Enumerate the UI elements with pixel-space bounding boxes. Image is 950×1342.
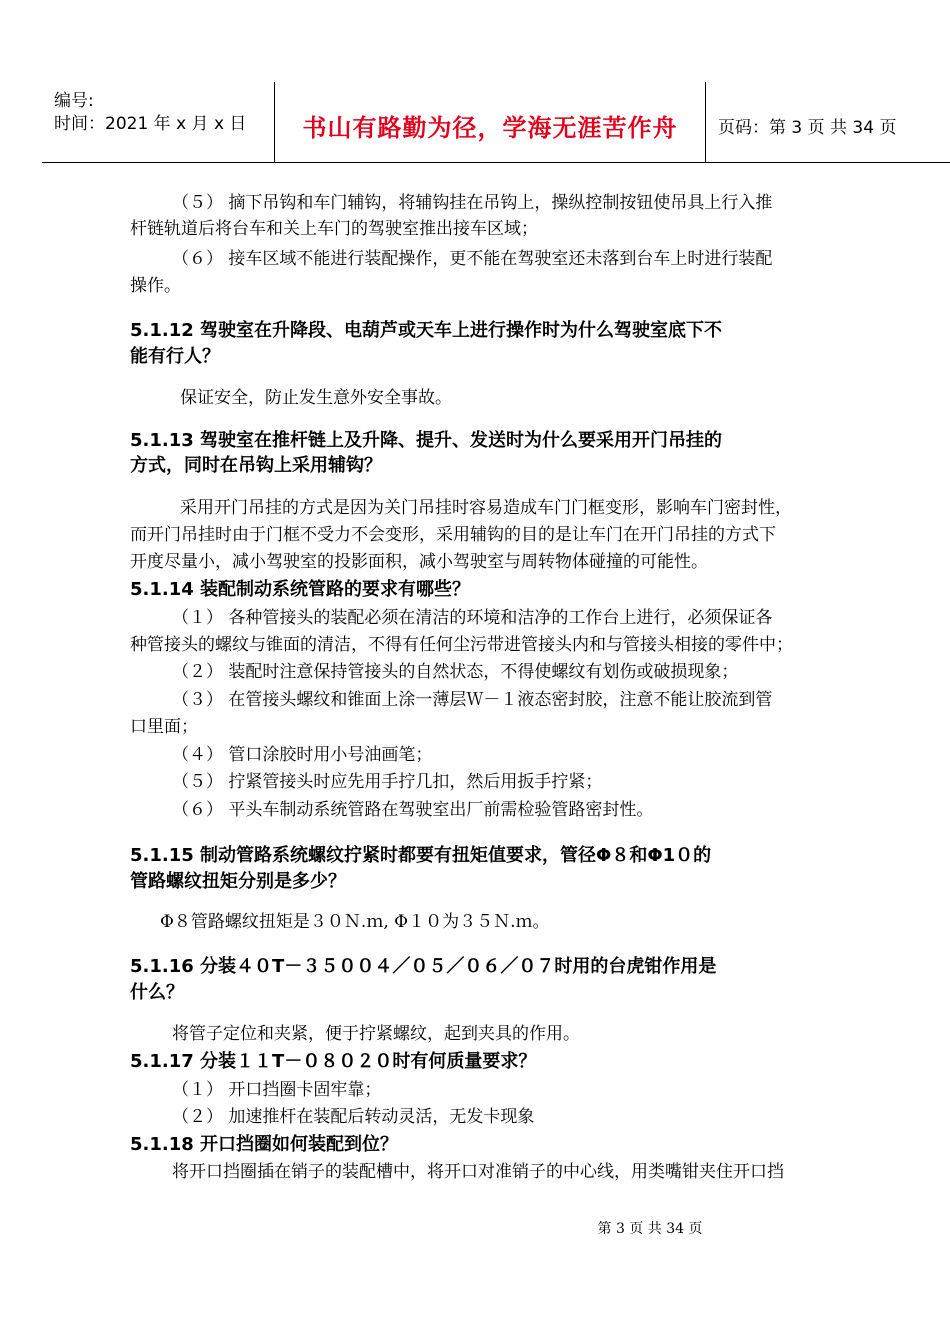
header-page-cell <box>706 82 950 162</box>
body-line: 采用开门吊挂的方式是因为关门吊挂时容易造成车门门框变形，影响车门密封性， <box>180 498 792 518</box>
section-heading: 什么？ <box>130 982 184 1003</box>
section-heading: 能有行人？ <box>130 346 220 367</box>
body-line: 而开门吊挂时由于门框不受力不会变形，采用辅钩的目的是让车门在开门吊挂的方式下 <box>130 525 776 545</box>
body-line: Φ８管路螺纹扭矩是３０Ｎ.ｍ, Φ１０为３５Ｎ.ｍ。 <box>160 912 550 932</box>
section-heading: 5.1.14 装配制动系统管路的要求有哪些？ <box>130 579 471 600</box>
body-line: 将管子定位和夹紧，便于拧紧螺纹，起到夹具的作用。 <box>172 1024 580 1044</box>
section-heading: 管路螺纹扭矩分别是多少？ <box>130 871 346 892</box>
body-line: （１） 开口挡圈卡固牢靠； <box>172 1080 382 1100</box>
body-line: （５） 拧紧管接头时应先用手拧几扣，然后用扳手拧紧； <box>172 772 603 792</box>
page-header <box>42 82 950 163</box>
section-heading: 5.1.16 分装４０T－３５００４／０５／０６／０７时用的台虎钳作用是 <box>130 956 717 977</box>
section-heading: 5.1.12 驾驶室在升降段、电葫芦或天车上进行操作时为什么驾驶室底下不 <box>130 320 723 341</box>
section-heading: 方式，同时在吊钩上采用辅钩？ <box>130 455 382 476</box>
body-line: （３） 在管接头螺纹和锥面上涂一薄层Ｗ－１液态密封胶，注意不能让胶流到管 <box>172 690 773 710</box>
header-motto: 书山有路勤为径，学海无涯苦作舟 <box>302 114 678 142</box>
body-line: （２） 加速推杆在装配后转动灵活，无发卡现象 <box>172 1107 535 1127</box>
body-line: 口里面； <box>130 717 198 737</box>
body-line: 将开口挡圈插在销子的装配槽中，将开口对准销子的中心线，用类嘴钳夹住开口挡 <box>172 1162 784 1182</box>
body-line: （５） 摘下吊钩和车门辅钩，将辅钩挂在吊钩上，操纵控制按钮使吊具上行入推 <box>172 193 773 213</box>
section-heading: 5.1.18 开口挡圈如何装配到位？ <box>130 1134 399 1155</box>
header-motto-cell <box>275 82 706 162</box>
document-date: 时间：2021 年 x 月 x 日 <box>54 114 247 134</box>
header-page-code: 页码：第 3 页 共 34 页 <box>718 118 897 138</box>
section-heading: 5.1.15 制动管路系统螺纹拧紧时都要有扭矩值要求，管径Φ８和Φ1０的 <box>130 845 712 866</box>
body-line: 杆链轨道后将台车和关上车门的驾驶室推出接车区域； <box>130 219 538 239</box>
body-line: 保证安全，防止发生意外安全事故。 <box>180 388 452 408</box>
section-heading: 5.1.17 分装１１T－０８０２０时有何质量要求？ <box>130 1051 537 1072</box>
body-line: 种管接头的螺纹与锥面的清洁，不得有任何尘污带进管接头内和与管接头相接的零件中； <box>130 635 793 655</box>
document-number-label: 编号: <box>54 91 94 111</box>
header-meta-cell <box>42 82 275 162</box>
section-heading: 5.1.13 驾驶室在推杆链上及升降、提升、发送时为什么要采用开门吊挂的 <box>130 430 723 451</box>
body-line: 开度尽量小，减小驾驶室的投影面积，减小驾驶室与周转物体碰撞的可能性。 <box>130 552 708 572</box>
body-line: （４） 管口涂胶时用小号油画笔； <box>172 745 433 765</box>
body-line: （２） 装配时注意保持管接头的自然状态，不得使螺纹有划伤或破损现象； <box>172 662 739 682</box>
body-line: （１） 各种管接头的装配必须在清洁的环境和洁净的工作台上进行，必须保证各 <box>172 608 773 628</box>
body-line: 操作。 <box>130 276 181 296</box>
page-footer: 第 3 页 共 34 页 <box>597 1221 703 1237</box>
body-line: （６） 接车区域不能进行装配操作，更不能在驾驶室还未落到台车上时进行装配 <box>172 249 773 269</box>
body-line: （６） 平头车制动系统管路在驾驶室出厂前需检验管路密封性。 <box>172 800 654 820</box>
